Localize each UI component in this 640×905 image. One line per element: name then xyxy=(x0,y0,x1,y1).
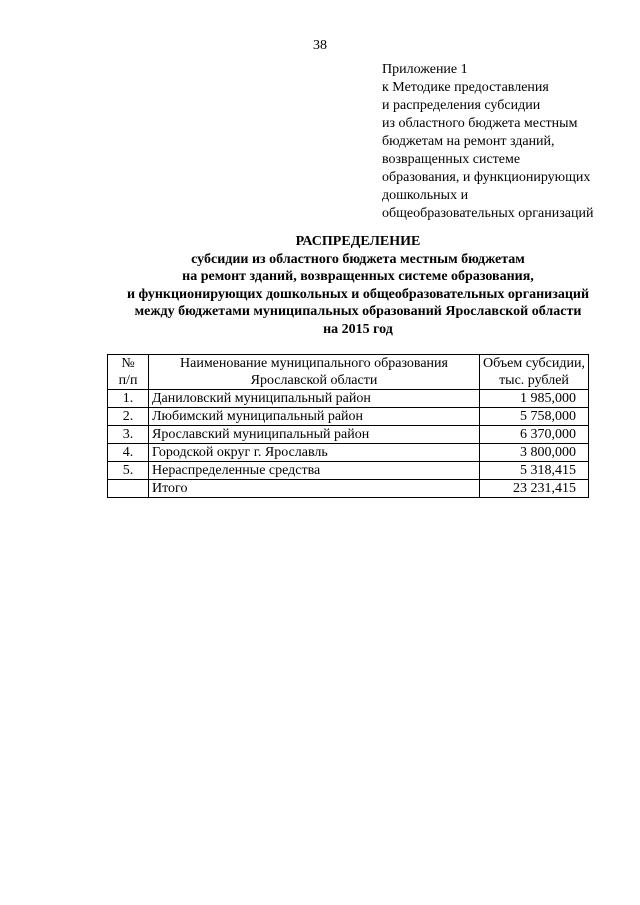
table-row xyxy=(108,444,589,462)
header-municipality xyxy=(149,355,480,390)
heading-line: на 2015 год xyxy=(323,321,393,337)
appendix-line: образования, и функционирующих xyxy=(382,170,591,185)
table-header-row xyxy=(108,355,589,390)
appendix-line: бюджетам на ремонт зданий, xyxy=(382,134,555,149)
row-number: 5. xyxy=(108,462,149,480)
appendix-line: из областного бюджета местным xyxy=(382,116,578,131)
row-municipality: Даниловский муниципальный район xyxy=(149,390,480,408)
header-number-line: п/п xyxy=(118,373,138,388)
distribution-table xyxy=(107,354,589,498)
row-number: 2. xyxy=(108,408,149,426)
header-subsidy-line: Объем субсидии, xyxy=(483,356,585,371)
row-number: 4. xyxy=(108,444,149,462)
heading-line: субсидии из областного бюджета местным бюджетам xyxy=(191,251,525,267)
page-number: 38 xyxy=(313,38,327,53)
row-amount: 1 985,000 xyxy=(480,390,589,408)
header-municipality-line: Наименование муниципального образования xyxy=(180,356,448,371)
header-number-line: № xyxy=(121,356,135,371)
total-number xyxy=(108,480,149,498)
table-row xyxy=(108,390,589,408)
header-subsidy-line: тыс. рублей xyxy=(499,373,569,388)
table-row xyxy=(108,426,589,444)
row-number: 3. xyxy=(108,426,149,444)
table-row xyxy=(108,462,589,480)
heading-line: на ремонт зданий, возвращенных системе образования, xyxy=(182,269,534,285)
table-row xyxy=(108,408,589,426)
header-municipality-line: Ярославской области xyxy=(250,373,378,388)
appendix-line: Приложение 1 xyxy=(382,62,468,77)
total-label: Итого xyxy=(149,480,480,498)
appendix-line: общеобразовательных организаций xyxy=(382,206,594,221)
appendix-line: к Методике предоставления xyxy=(382,80,549,95)
table-total-row xyxy=(108,480,589,498)
row-amount: 5 758,000 xyxy=(480,408,589,426)
row-municipality: Любимский муниципальный район xyxy=(149,408,480,426)
header-subsidy-amount xyxy=(480,355,589,390)
heading-title: РАСПРЕДЕЛЕНИЕ xyxy=(295,234,421,249)
row-amount: 6 370,000 xyxy=(480,426,589,444)
row-amount: 3 800,000 xyxy=(480,444,589,462)
row-municipality: Городской округ г. Ярославль xyxy=(149,444,480,462)
row-number: 1. xyxy=(108,390,149,408)
appendix-note xyxy=(382,61,632,223)
row-amount: 5 318,415 xyxy=(480,462,589,480)
appendix-line: дошкольных и xyxy=(382,188,469,203)
heading-line: между бюджетами муниципальных образований Ярославской области xyxy=(134,304,582,320)
row-municipality: Нераспределенные средства xyxy=(149,462,480,480)
header-number xyxy=(108,355,149,390)
appendix-line: и распределения субсидии xyxy=(382,98,541,113)
row-municipality: Ярославский муниципальный район xyxy=(149,426,480,444)
heading-line: и функционирующих дошкольных и общеобразовательных организаций xyxy=(126,286,590,302)
total-amount: 23 231,415 xyxy=(480,480,589,498)
document-heading xyxy=(0,233,640,339)
appendix-line: возвращенных системе xyxy=(382,152,521,167)
